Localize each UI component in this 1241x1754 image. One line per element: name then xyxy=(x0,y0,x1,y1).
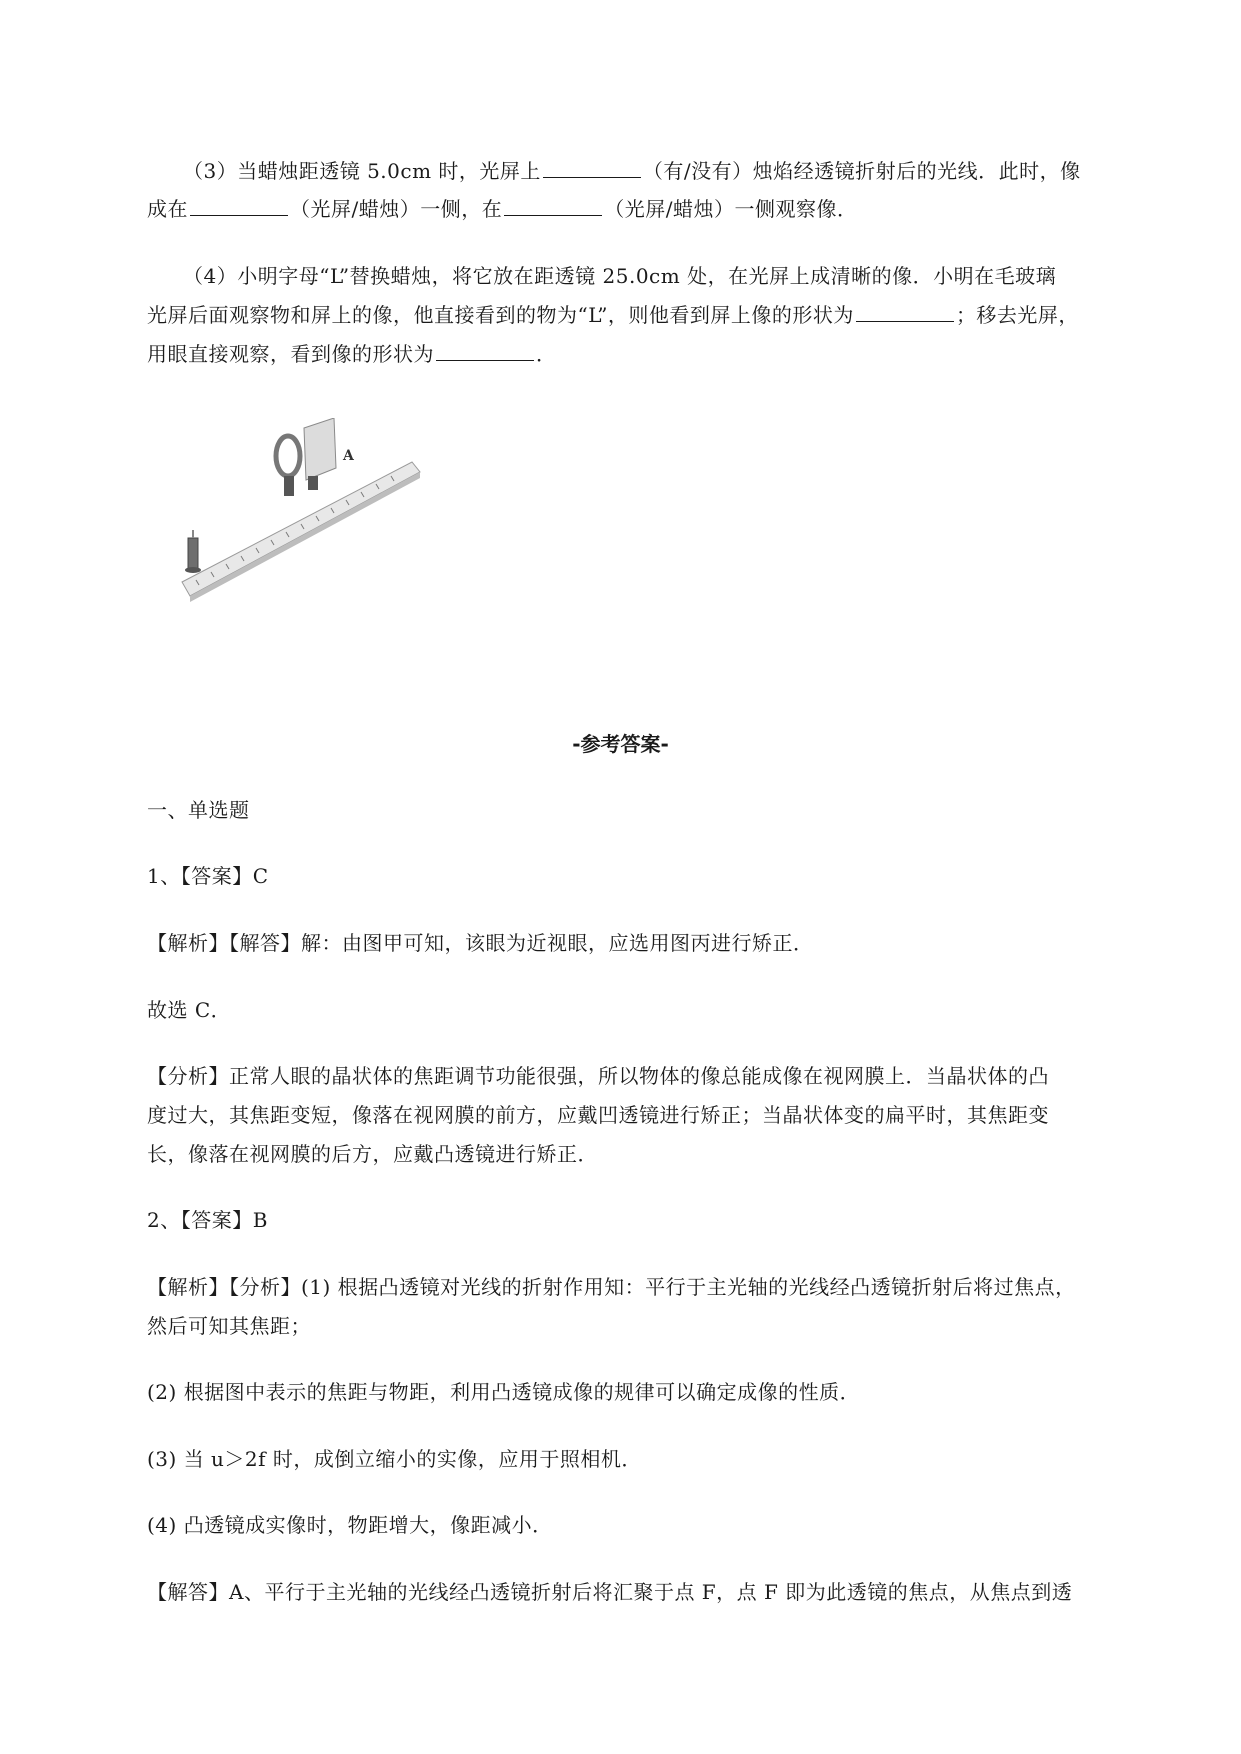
answer-blank xyxy=(856,301,954,322)
answer-2-explanation-line-1: 【解析】【分析】(1) 根据凸透镜对光线的折射作用知：平行于主光轴的光线经凸透镜折射后将过焦点， xyxy=(147,1275,1076,1299)
answer-blank xyxy=(543,157,641,178)
answer-1-explanation: 【解析】【解答】解：由图甲可知，该眼为近视眼，应选用图丙进行矫正． xyxy=(147,931,814,955)
q4-text-2b: ；移去光屏， xyxy=(955,303,1079,327)
q3-line-1 xyxy=(183,157,1081,185)
light-screen xyxy=(304,418,336,480)
q3-text-1a: （3）当蜡烛距透镜 5.0cm 时，光屏上 xyxy=(183,159,541,183)
answer-2-solution: 【解答】A、平行于主光轴的光线经凸透镜折射后将汇聚于点 F，点 F 即为此透镜的焦点，从焦点到透 xyxy=(147,1580,1073,1604)
answer-1-analysis-line-3: 长，像落在视网膜的后方，应戴凸透镜进行矫正． xyxy=(147,1142,598,1166)
lens-stand xyxy=(284,476,294,496)
answer-1-choice: 故选 C． xyxy=(147,998,232,1022)
q4-text-1: （4）小明字母“L”替换蜡烛，将它放在距透镜 25.0cm 处，在光屏上成清晰的像．小明在毛玻璃 xyxy=(183,264,1057,288)
answer-1: 1、【答案】C xyxy=(147,864,269,888)
answer-heading: -参考答案- xyxy=(572,732,669,756)
answer-2-point-3: (3) 当 u＞2f 时，成倒立缩小的实像，应用于照相机． xyxy=(147,1447,642,1471)
ruler-edge xyxy=(190,472,420,602)
answer-2: 2、【答案】B xyxy=(147,1208,268,1232)
q3-line-2 xyxy=(147,195,858,223)
q3-text-2c: （光屏/蜡烛）一侧观察像． xyxy=(604,197,858,221)
q4-line-1 xyxy=(183,262,1056,290)
candle xyxy=(188,538,198,570)
optical-bench-illustration xyxy=(176,418,426,618)
q4-text-3b: ． xyxy=(536,342,557,366)
q3-text-2a: 成在 xyxy=(147,197,188,221)
answer-2-point-4: (4) 凸透镜成实像时，物距增大，像距减小． xyxy=(147,1513,553,1537)
answer-1-analysis-line-2: 度过大，其焦距变短，像落在视网膜的前方，应戴凹透镜进行矫正；当晶状体变的扁平时，其焦距变 xyxy=(147,1103,1049,1127)
screen-stand xyxy=(308,476,318,490)
q3-text-1b: （有/没有）烛焰经透镜折射后的光线．此时，像 xyxy=(642,159,1081,183)
candle-base xyxy=(185,567,201,573)
ruler-body xyxy=(182,462,420,596)
q4-line-2 xyxy=(147,301,1079,329)
answer-blank xyxy=(190,195,288,216)
optical-bench-figure xyxy=(176,418,426,618)
label-a: A xyxy=(343,448,354,464)
answer-2-point-2: (2) 根据图中表示的焦距与物距，利用凸透镜成像的规律可以确定成像的性质． xyxy=(147,1380,861,1404)
q4-line-3 xyxy=(147,340,557,368)
section-title: 一、单选题 xyxy=(147,798,250,822)
q4-text-3a: 用眼直接观察，看到像的形状为 xyxy=(147,342,434,366)
answer-blank xyxy=(504,195,602,216)
answer-1-analysis-line-1: 【分析】正常人眼的晶状体的焦距调节功能很强，所以物体的像总能成像在视网膜上．当晶状体的凸 xyxy=(147,1064,1049,1088)
convex-lens xyxy=(276,436,300,476)
answer-blank xyxy=(436,340,534,361)
answer-2-explanation-line-2: 然后可知其焦距； xyxy=(147,1314,311,1338)
q4-text-2a: 光屏后面观察物和屏上的像，他直接看到的物为“L”，则他看到屏上像的形状为 xyxy=(147,303,854,327)
q3-text-2b: （光屏/蜡烛）一侧，在 xyxy=(290,197,503,221)
